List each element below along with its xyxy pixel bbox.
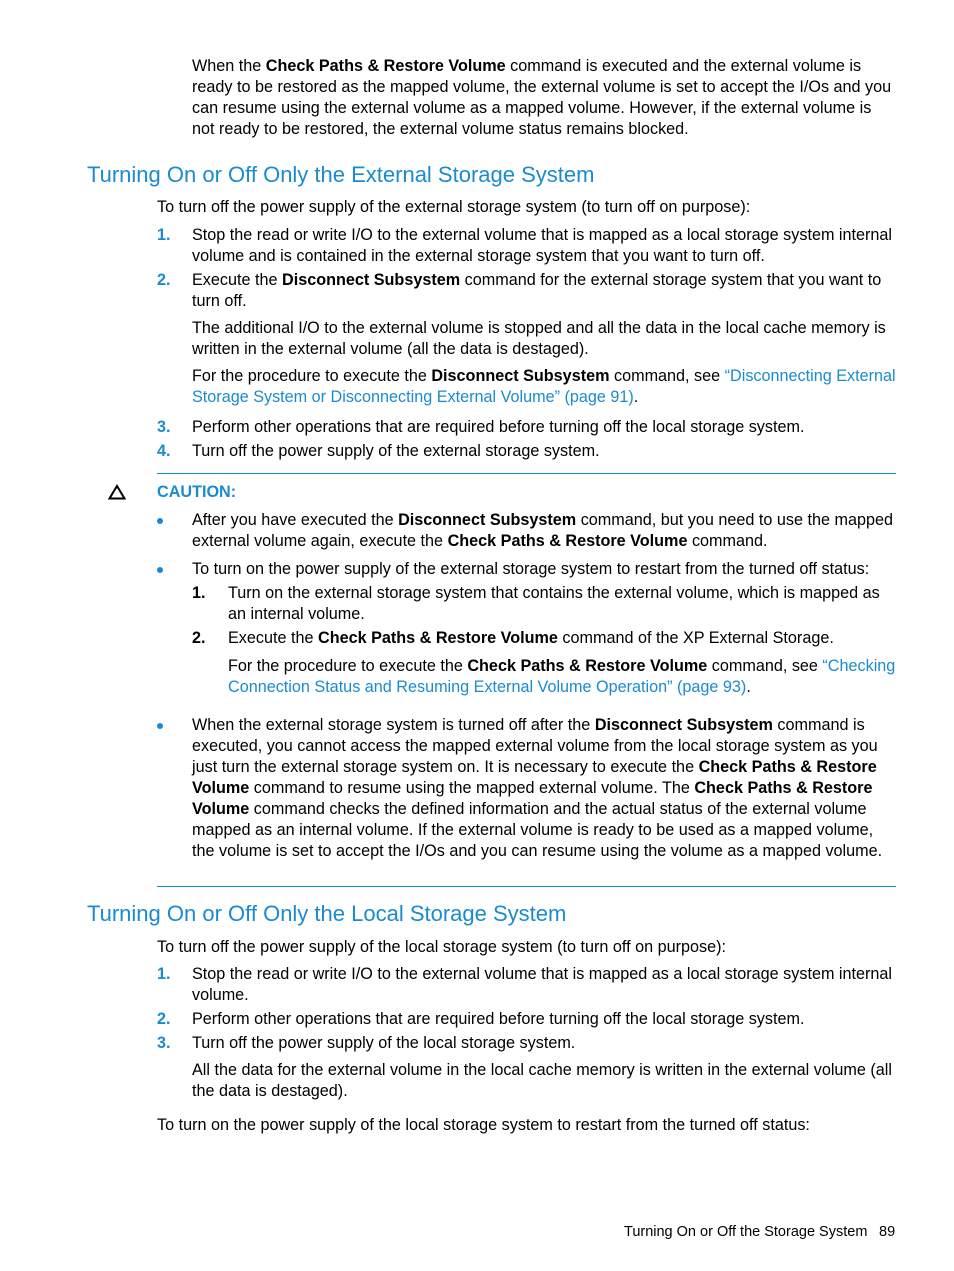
step-text: Perform other operations that are required before turning off the local storage system. bbox=[192, 1010, 805, 1028]
warning-triangle-icon bbox=[108, 484, 126, 500]
bullet-marker bbox=[157, 518, 163, 524]
page-number: 89 bbox=[879, 1224, 896, 1240]
step-note: For the procedure to execute the Disconnect Subsystem command, see “Disconnecting External Storage System or Disconnecting External Volume” (page 91). bbox=[192, 367, 896, 406]
cross-reference-link[interactable]: “Disconnecting External Storage System or Disconnecting External Volume” (page 91) bbox=[192, 367, 896, 406]
caution-bullet: When the external storage system is turned off after the Disconnect Subsystem command is executed, you cannot access the mapped external volume from the local storage system as you just turn the external storage system on. It is necessary to execute the Check Paths & Restore Volume command to resume using the mapped external volume. The Check Paths & Restore Volume command checks the defined information and the actual status of the external volume mapped as an internal volume. If the external volume is ready to be used as a mapped volume, the volume is set to accept the I/Os and you can resume using the volume as a mapped volume. bbox=[192, 716, 883, 860]
step-number: 3. bbox=[157, 418, 171, 436]
step-note: All the data for the external volume in the local cache memory is written in the external volume (all the data is destaged). bbox=[192, 1061, 892, 1100]
caution-bullet: To turn on the power supply of the external storage system to restart from the turned off status: bbox=[192, 560, 870, 578]
caution-label: CAUTION: bbox=[157, 483, 237, 501]
section-lead: To turn off the power supply of the external storage system (to turn off on purpose): bbox=[157, 198, 751, 216]
section-lead: To turn off the power supply of the local storage system (to turn off on purpose): bbox=[157, 938, 726, 956]
section-heading-local: Turning On or Off Only the Local Storage System bbox=[87, 901, 567, 926]
step-text: Stop the read or write I/O to the external volume that is mapped as a local storage system internal volume and is contained in the external storage system that you want to turn off. bbox=[192, 226, 893, 265]
section-closing: To turn on the power supply of the local storage system to restart from the turned off status: bbox=[157, 1116, 810, 1134]
step-number: 1. bbox=[157, 965, 171, 983]
caution-top-rule bbox=[157, 473, 896, 474]
step-text: Turn off the power supply of the local storage system. bbox=[192, 1034, 576, 1052]
substep-text: Execute the Check Paths & Restore Volume command of the XP External Storage. bbox=[228, 629, 834, 647]
substep-text: Turn on the external storage system that contains the external volume, which is mapped as an internal volume. bbox=[228, 584, 880, 623]
step-text: Execute the Disconnect Subsystem command for the external storage system that you want to turn off. bbox=[192, 271, 882, 310]
intro-paragraph: When the Check Paths & Restore Volume command is executed and the external volume is ready to be restored as the mapped volume, the external volume is set to accept the I/Os and you can resume using the external volume as a mapped volume. However, if the external volume is not ready to be restored, the external volume status remains blocked. bbox=[192, 57, 892, 138]
bullet-marker bbox=[157, 567, 163, 573]
cross-reference-link[interactable]: “Checking Connection Status and Resuming External Volume Operation” (page 93) bbox=[228, 657, 896, 696]
substep-number: 2. bbox=[192, 629, 206, 647]
caution-bottom-rule bbox=[157, 886, 896, 887]
substep-note: For the procedure to execute the Check Paths & Restore Volume command, see “Checking Connection Status and Resuming External Volume Operation” (page 93). bbox=[228, 657, 896, 696]
step-note: The additional I/O to the external volume is stopped and all the data in the local cache memory is written in the external volume (all the data is destaged). bbox=[192, 319, 886, 358]
step-text: Stop the read or write I/O to the external volume that is mapped as a local storage system internal volume. bbox=[192, 965, 893, 1004]
step-number: 3. bbox=[157, 1034, 171, 1052]
substep-number: 1. bbox=[192, 584, 206, 602]
step-text: Perform other operations that are required before turning off the local storage system. bbox=[192, 418, 805, 436]
bullet-marker bbox=[157, 723, 163, 729]
step-number: 2. bbox=[157, 1010, 171, 1028]
section-heading-external: Turning On or Off Only the External Storage System bbox=[87, 162, 595, 187]
step-number: 2. bbox=[157, 271, 171, 289]
step-text: Turn off the power supply of the external storage system. bbox=[192, 442, 600, 460]
caution-bullet: After you have executed the Disconnect Subsystem command, but you need to use the mapped external volume again, execute the Check Paths & Restore Volume command. bbox=[192, 511, 893, 550]
step-number: 1. bbox=[157, 226, 171, 244]
step-number: 4. bbox=[157, 442, 171, 460]
footer-section-title: Turning On or Off the Storage System bbox=[624, 1224, 868, 1240]
